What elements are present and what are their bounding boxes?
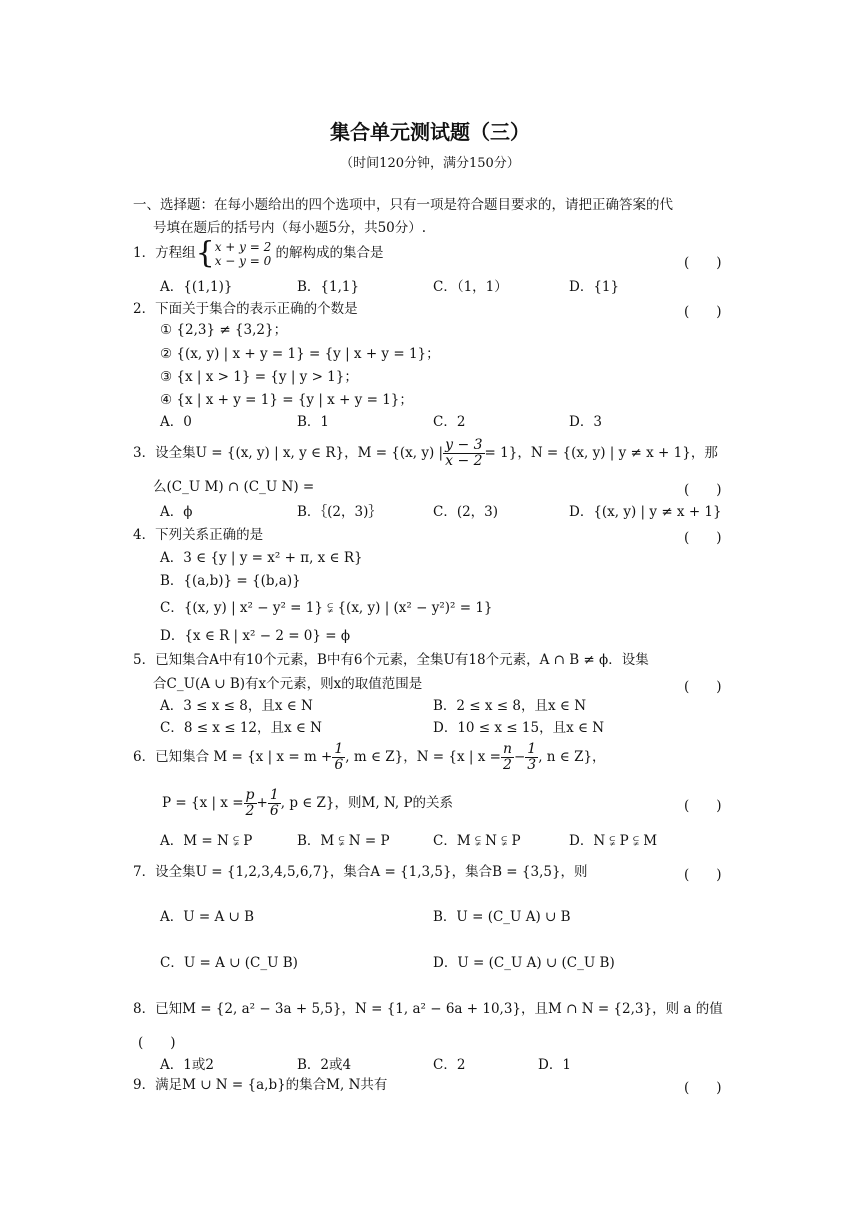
q6-option-a: A．M = N ⫋ P [160,833,253,849]
q3-option-d: D．{(x, y) | y ≠ x + 1} [569,504,722,520]
fraction-numerator: 1 [269,787,279,803]
fraction-denominator: 6 [334,757,344,773]
q4-option-c: C．{(x, y) | x² − y² = 1} ⫋ {(x, y) | (x² − y²)² = 1} [160,600,493,616]
q1-option-c: C．（1，1） [433,279,508,295]
q8-option-d: D．1 [538,1057,571,1073]
q2-item-1: ① {2,3} ≠ {3,2}； [160,322,288,338]
question-2-stem: 2．下面关于集合的表示正确的个数是 [133,301,358,317]
question-1-stem [133,235,384,271]
answer-paren-3[interactable]: ( ) [684,482,722,498]
fraction-denominator: 6 [269,803,279,819]
fraction-y-minus-3-over-x-minus-2 [443,438,484,469]
q2-option-c: C．2 [433,414,466,430]
q8-option-b: B．2或4 [297,1057,352,1073]
fraction-denominator: 2 [245,803,255,819]
question-5-line1: 5．已知集合A中有10个元素，B中有6个元素，全集U有18个元素，A ∩ B ≠ ϕ．设集 [133,652,649,668]
answer-paren-8[interactable]: ( ) [138,1035,176,1051]
minus-sign: − [513,749,526,765]
question-6-text-mid: , m ∈ Z}，N = {x | x = [345,749,501,765]
q7-option-b: B．U = (C_U A) ∪ B [433,909,571,925]
question-6-text-pre: 6．已知集合 M = {x | x = m + [133,749,333,765]
question-3-text-post: = 1}，N = {(x, y) | y ≠ x + 1}，那 [484,445,718,461]
q2-item-2: ② {(x, y) | x + y = 1} = {y | x + y = 1}； [160,346,440,362]
q5-option-a: A．3 ≤ x ≤ 8，且x ∈ N [160,698,313,714]
q4-option-a: A．3 ∈ {y | y = x² + π, x ∈ R} [160,550,363,566]
answer-paren-2[interactable]: ( ) [684,304,722,320]
q7-option-d: D．U = (C_U A) ∪ (C_U B) [433,955,615,971]
q4-option-d: D．{x ∈ R | x² − 2 = 0} = ϕ [160,628,351,644]
q2-item-3: ③ {x | x > 1} = {y | y > 1}； [160,369,358,385]
fraction-1-over-3 [525,742,538,773]
question-3-line2: 么(C_U M) ∩ (C_U N) = [153,479,315,495]
system-brace: { [195,235,215,271]
answer-paren-9[interactable]: ( ) [684,1080,722,1096]
fraction-denominator: 3 [527,757,537,773]
equation-2: x − y = 0 [214,253,272,268]
question-6-line2-post: , p ∈ Z}，则M, N, P的关系 [280,795,454,811]
q1-option-d: D．{1} [569,279,620,295]
answer-paren-7[interactable]: ( ) [684,867,722,883]
plus-sign: + [256,795,268,811]
answer-paren-5[interactable]: ( ) [684,679,722,695]
page-subtitle: （时间120分钟，满分150分） [340,156,520,171]
q6-option-b: B．M ⫋ N = P [297,833,390,849]
section-instructions-line2: 号填在题后的括号内（每小题5分，共50分）. [153,220,427,236]
answer-paren-6[interactable]: ( ) [684,798,722,814]
q2-option-b: B．1 [297,414,330,430]
q3-option-b: B．｛(2，3)｝ [297,504,382,520]
fraction-numerator: n [502,741,512,757]
question-3-text-pre: 3．设全集U = {(x, y) | x, y ∈ R}，M = {(x, y) | [133,445,444,461]
fraction-1-over-6 [268,788,281,819]
fraction-denominator: 2 [503,757,512,773]
question-3-stem [133,436,718,470]
q8-option-a: A．1或2 [160,1057,214,1073]
q6-option-c: C．M ⫋ N ⫋ P [433,833,521,849]
equation-1: x + y = 2 [214,239,272,254]
fraction-numerator: y − 3 [445,437,483,453]
q5-option-c: C．8 ≤ x ≤ 12，且x ∈ N [160,720,322,736]
q6-option-d: D．N ⫋ P ⫋ M [569,833,658,849]
fraction-numerator: 1 [334,741,344,757]
fraction-numerator: p [245,787,255,803]
answer-paren-4[interactable]: ( ) [684,530,722,546]
question-8-stem: 8．已知M = {2, a² − 3a + 5,5}，N = {1, a² − 6a + 10,3}，且M ∩ N = {2,3}，则 a 的值 [133,1001,723,1017]
q5-option-b: B．2 ≤ x ≤ 8，且x ∈ N [433,698,587,714]
q1-option-b: B．{1,1} [297,279,360,295]
q2-option-a: A．0 [160,414,192,430]
question-6-line1 [133,740,606,774]
page-title: 集合单元测试题（三） [330,120,530,144]
q3-option-a: A．ϕ [160,504,193,520]
q2-item-4: ④ {x | x + y = 1} = {y | x + y = 1}； [160,392,413,408]
question-7-stem: 7．设全集U = {1,2,3,4,5,6,7}，集合A = {1,3,5}，集合B = {3,5}，则 [133,864,588,880]
q4-option-b: B．{(a,b)} = {(b,a)} [160,573,301,589]
q2-option-d: D．3 [569,414,602,430]
question-1-text: 的解构成的集合是 [275,245,384,261]
equation-system [215,240,272,268]
answer-paren-1[interactable]: ( ) [684,255,722,271]
question-5-line2: 合C_U(A ∪ B)有x个元素，则x的取值范围是 [153,676,423,692]
fraction-p-over-2 [244,788,257,819]
question-4-stem: 4．下列关系正确的是 [133,527,264,543]
question-6-line2-pre: P = {x | x = [162,795,244,811]
fraction-n-over-2 [501,742,514,773]
fraction-numerator: 1 [527,741,537,757]
q3-option-c: C．(2，3) [433,504,499,520]
q7-option-a: A．U = A ∪ B [160,909,255,925]
question-6-line2 [162,786,453,820]
question-6-text-end: , n ∈ Z}， [538,749,606,765]
question-9-stem: 9．满足M ∪ N = {a,b}的集合M, N共有 [133,1077,388,1093]
q8-option-c: C．2 [433,1057,466,1073]
q1-option-a: A．{(1,1)} [160,279,233,295]
fraction-denominator: x − 2 [445,453,483,469]
section-instructions-line1: 一、选择题：在每小题给出的四个选项中，只有一项是符合题目要求的，请把正确答案的代 [133,197,673,213]
q7-option-c: C．U = A ∪ (C_U B) [160,955,298,971]
question-1-label: 1．方程组 [133,245,196,261]
q5-option-d: D．10 ≤ x ≤ 15，且x ∈ N [433,720,605,736]
fraction-1-over-6 [332,742,345,773]
